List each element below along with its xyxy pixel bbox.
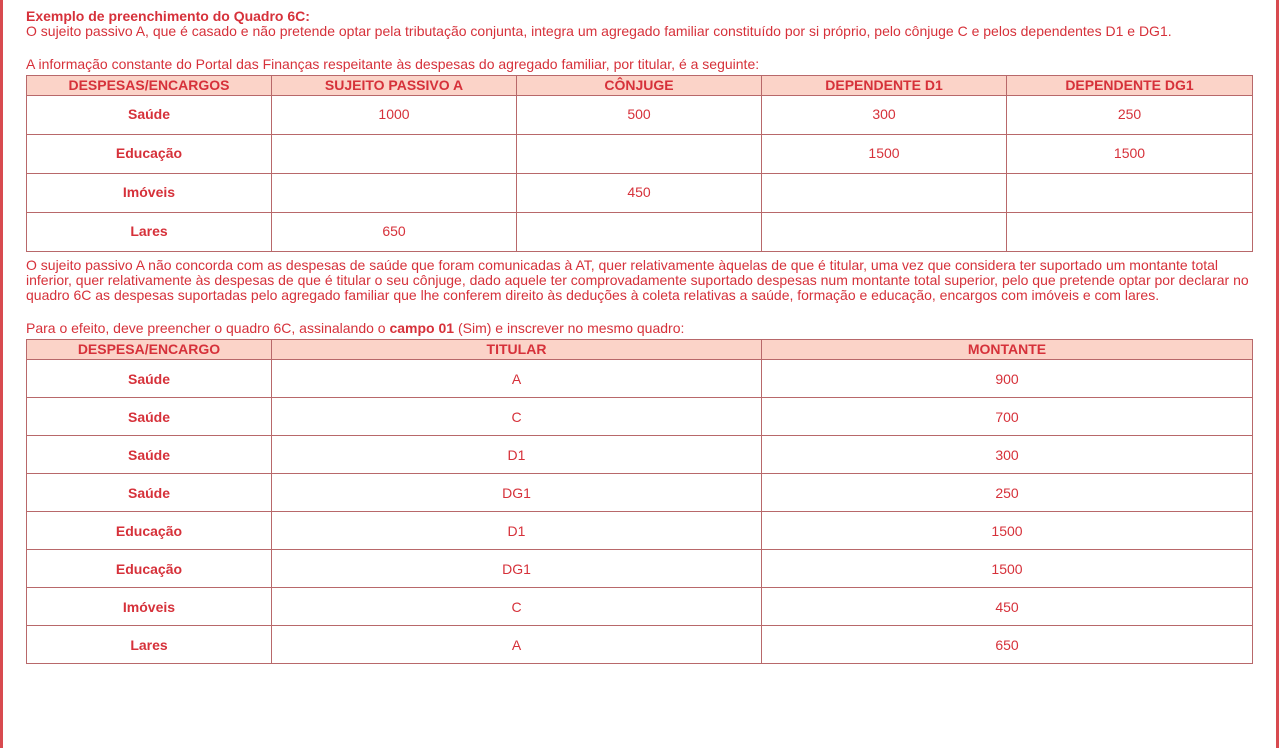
table-row xyxy=(27,96,1253,135)
titular-cell: DG1 xyxy=(272,550,762,588)
table-row xyxy=(27,213,1253,252)
instruction-after: (Sim) e inscrever no mesmo quadro: xyxy=(454,320,685,336)
expense-label: Saúde xyxy=(27,474,272,512)
instruction-before: Para o efeito, deve preencher o quadro 6C, assinalando o xyxy=(26,320,390,336)
table-row xyxy=(27,135,1253,174)
quadro-6c-table xyxy=(26,339,1253,664)
column-header: SUJEITO PASSIVO A xyxy=(272,76,517,96)
document-content xyxy=(26,9,1256,664)
table-cell xyxy=(272,174,517,213)
table-row xyxy=(27,474,1253,512)
expense-label: Saúde xyxy=(27,436,272,474)
titular-cell: A xyxy=(272,626,762,664)
amount-cell: 450 xyxy=(762,588,1253,626)
table-cell xyxy=(762,174,1007,213)
table-row xyxy=(27,512,1253,550)
table-cell: 1000 xyxy=(272,96,517,135)
table-cell xyxy=(762,213,1007,252)
disagreement-text: O sujeito passivo A não concorda com as despesas de saúde que foram comunicadas à AT, quer relativamente àquelas de que é titular, uma vez que considera ter suportado um montante total inferior, quer relativamente às despesas de que é titular o seu cônjuge, dado aquele ter comprovadamente suportado despesas num montante total superior, pelo que pretende optar por declarar no quadro 6C as despesas suportadas pelo agregado familiar que lhe conferem direito às deduções à coleta relativas a saúde, formação e educação, encargos com imóveis e com lares. xyxy=(26,257,1249,303)
table-cell xyxy=(517,213,762,252)
titular-cell: D1 xyxy=(272,512,762,550)
portal-sentence: A informação constante do Portal das Finanças respeitante às despesas do agregado familiar, por titular, é a seguinte: xyxy=(26,56,760,72)
table-cell xyxy=(1007,213,1253,252)
table-header-row xyxy=(27,340,1253,360)
expense-label: Saúde xyxy=(27,398,272,436)
titular-cell: C xyxy=(272,398,762,436)
table-cell: 650 xyxy=(272,213,517,252)
table-row xyxy=(27,626,1253,664)
expense-label: Saúde xyxy=(27,96,272,135)
column-header: CÔNJUGE xyxy=(517,76,762,96)
table-cell: 250 xyxy=(1007,96,1253,135)
column-header: DESPESAS/ENCARGOS xyxy=(27,76,272,96)
instruction-text xyxy=(26,321,1256,336)
amount-cell: 900 xyxy=(762,360,1253,398)
table-cell xyxy=(272,135,517,174)
table-cell: 500 xyxy=(517,96,762,135)
table-row xyxy=(27,174,1253,213)
table-cell: 1500 xyxy=(1007,135,1253,174)
expense-label: Educação xyxy=(27,550,272,588)
expense-label: Imóveis xyxy=(27,588,272,626)
instruction-field: campo 01 xyxy=(389,320,455,336)
column-header: TITULAR xyxy=(272,340,762,360)
table-cell: 450 xyxy=(517,174,762,213)
amount-cell: 700 xyxy=(762,398,1253,436)
right-border xyxy=(1276,0,1279,748)
table-row xyxy=(27,588,1253,626)
table-cell xyxy=(517,135,762,174)
table-cell xyxy=(1007,174,1253,213)
titular-cell: C xyxy=(272,588,762,626)
table-row xyxy=(27,398,1253,436)
table-row xyxy=(27,550,1253,588)
expense-label: Educação xyxy=(27,512,272,550)
amount-cell: 1500 xyxy=(762,550,1253,588)
table-header-row xyxy=(27,76,1253,96)
titular-cell: DG1 xyxy=(272,474,762,512)
expense-label: Lares xyxy=(27,626,272,664)
amount-cell: 650 xyxy=(762,626,1253,664)
table-row xyxy=(27,436,1253,474)
amount-cell: 250 xyxy=(762,474,1253,512)
column-header: MONTANTE xyxy=(762,340,1253,360)
expense-label: Lares xyxy=(27,213,272,252)
table-cell: 300 xyxy=(762,96,1007,135)
example-title: Exemplo de preenchimento do Quadro 6C: xyxy=(26,8,310,24)
column-header: DESPESA/ENCARGO xyxy=(27,340,272,360)
amount-cell: 1500 xyxy=(762,512,1253,550)
column-header: DEPENDENTE DG1 xyxy=(1007,76,1253,96)
portal-expenses-table xyxy=(26,75,1253,252)
expense-label: Imóveis xyxy=(27,174,272,213)
table-cell: 1500 xyxy=(762,135,1007,174)
expense-label: Saúde xyxy=(27,360,272,398)
expense-label: Educação xyxy=(27,135,272,174)
titular-cell: D1 xyxy=(272,436,762,474)
table-row xyxy=(27,360,1253,398)
column-header: DEPENDENTE D1 xyxy=(762,76,1007,96)
titular-cell: A xyxy=(272,360,762,398)
amount-cell: 300 xyxy=(762,436,1253,474)
intro-text: O sujeito passivo A, que é casado e não pretende optar pela tributação conjunta, integra um agregado familiar constituído por si próprio, pelo cônjuge C e pelos dependentes D1 e DG1. xyxy=(26,23,1172,39)
